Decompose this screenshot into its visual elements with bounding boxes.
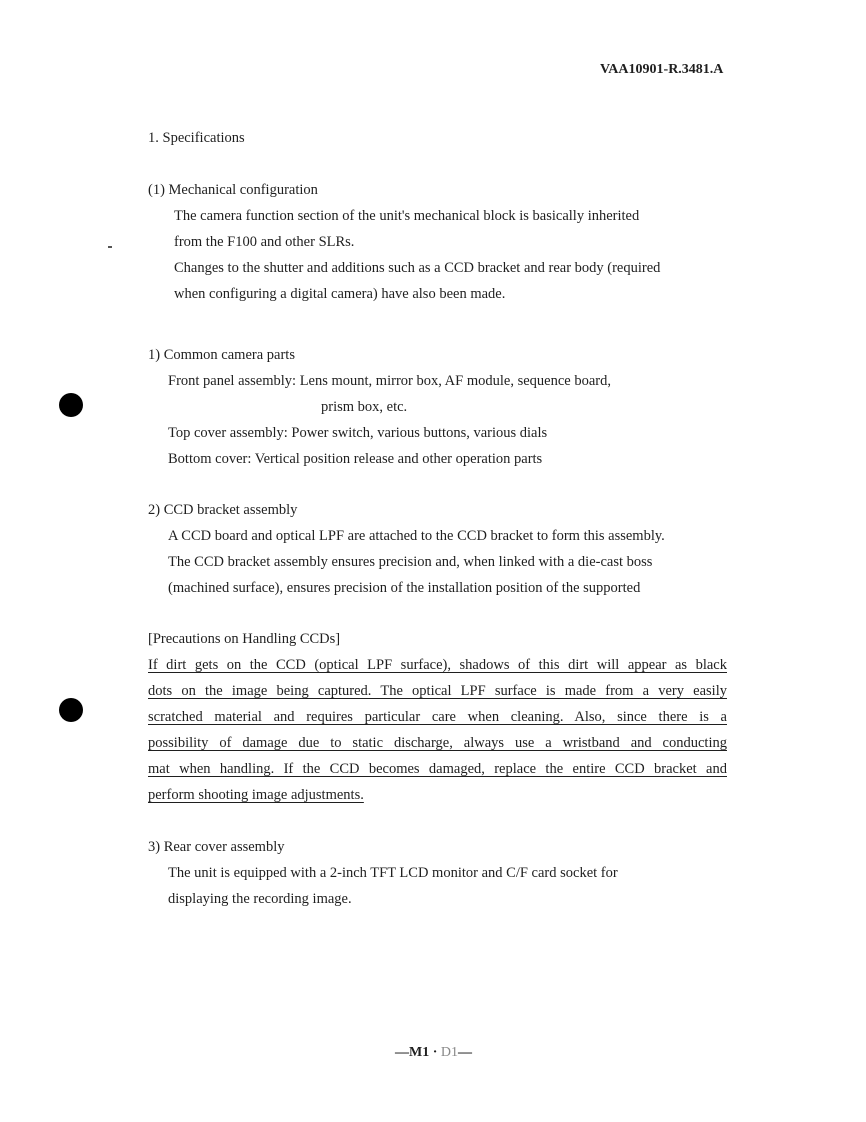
precautions-heading: [Precautions on Handling CCDs] <box>148 631 341 647</box>
mechanical-heading: (1) Mechanical configuration <box>148 182 318 198</box>
scan-speck <box>108 246 112 248</box>
ccd-bracket-heading: 2) CCD bracket assembly <box>148 502 298 518</box>
precautions-line: mat when handling. If the CCD becomes damaged, replace the entire CCD bracket and <box>148 761 727 777</box>
page-number-suffix: — <box>458 1045 473 1060</box>
mechanical-line: from the F100 and other SLRs. <box>174 234 355 250</box>
common-parts-line: Bottom cover: Vertical position release and other operation parts <box>168 451 543 467</box>
common-parts-heading: 1) Common camera parts <box>148 347 295 363</box>
precautions-line: dots on the image being captured. The optical LPF surface is made from a very easily <box>148 683 727 699</box>
precautions-line: scratched material and requires particular care when cleaning. Also, since there is a <box>148 709 727 725</box>
page-number-prefix: —M1 · <box>395 1045 441 1060</box>
mechanical-line: The camera function section of the unit's mechanical block is basically inherited <box>174 208 640 224</box>
mechanical-line: Changes to the shutter and additions such as a CCD bracket and rear body (required <box>174 260 661 276</box>
document-id: VAA10901-R.3481.A <box>600 62 724 77</box>
rear-cover-heading: 3) Rear cover assembly <box>148 839 285 855</box>
precautions-line: possibility of damage due to static discharge, always use a wristband and conducting <box>148 735 727 751</box>
ccd-bracket-line: The CCD bracket assembly ensures precision and, when linked with a die-cast boss <box>168 554 653 570</box>
rear-cover-line: displaying the recording image. <box>168 891 352 907</box>
precautions-line: If dirt gets on the CCD (optical LPF surface), shadows of this dirt will appear as black <box>148 657 727 673</box>
rear-cover-line: The unit is equipped with a 2-inch TFT LCD monitor and C/F card socket for <box>168 865 618 881</box>
page-number-faint: D1 <box>440 1045 459 1060</box>
precautions-line: perform shooting image adjustments. <box>148 787 364 803</box>
ccd-bracket-line: (machined surface), ensures precision of the installation position of the supported <box>168 580 641 596</box>
common-parts-line: prism box, etc. <box>321 399 408 415</box>
mechanical-line: when configuring a digital camera) have also been made. <box>174 286 506 302</box>
common-parts-line: Top cover assembly: Power switch, various buttons, various dials <box>168 425 548 441</box>
ccd-bracket-line: A CCD board and optical LPF are attached to the CCD bracket to form this assembly. <box>168 528 665 544</box>
punch-hole-top <box>59 393 83 417</box>
page-number <box>395 1045 472 1061</box>
common-parts-line: Front panel assembly: Lens mount, mirror box, AF module, sequence board, <box>168 373 611 389</box>
section-title: 1. Specifications <box>148 130 245 146</box>
punch-hole-bottom <box>59 698 83 722</box>
